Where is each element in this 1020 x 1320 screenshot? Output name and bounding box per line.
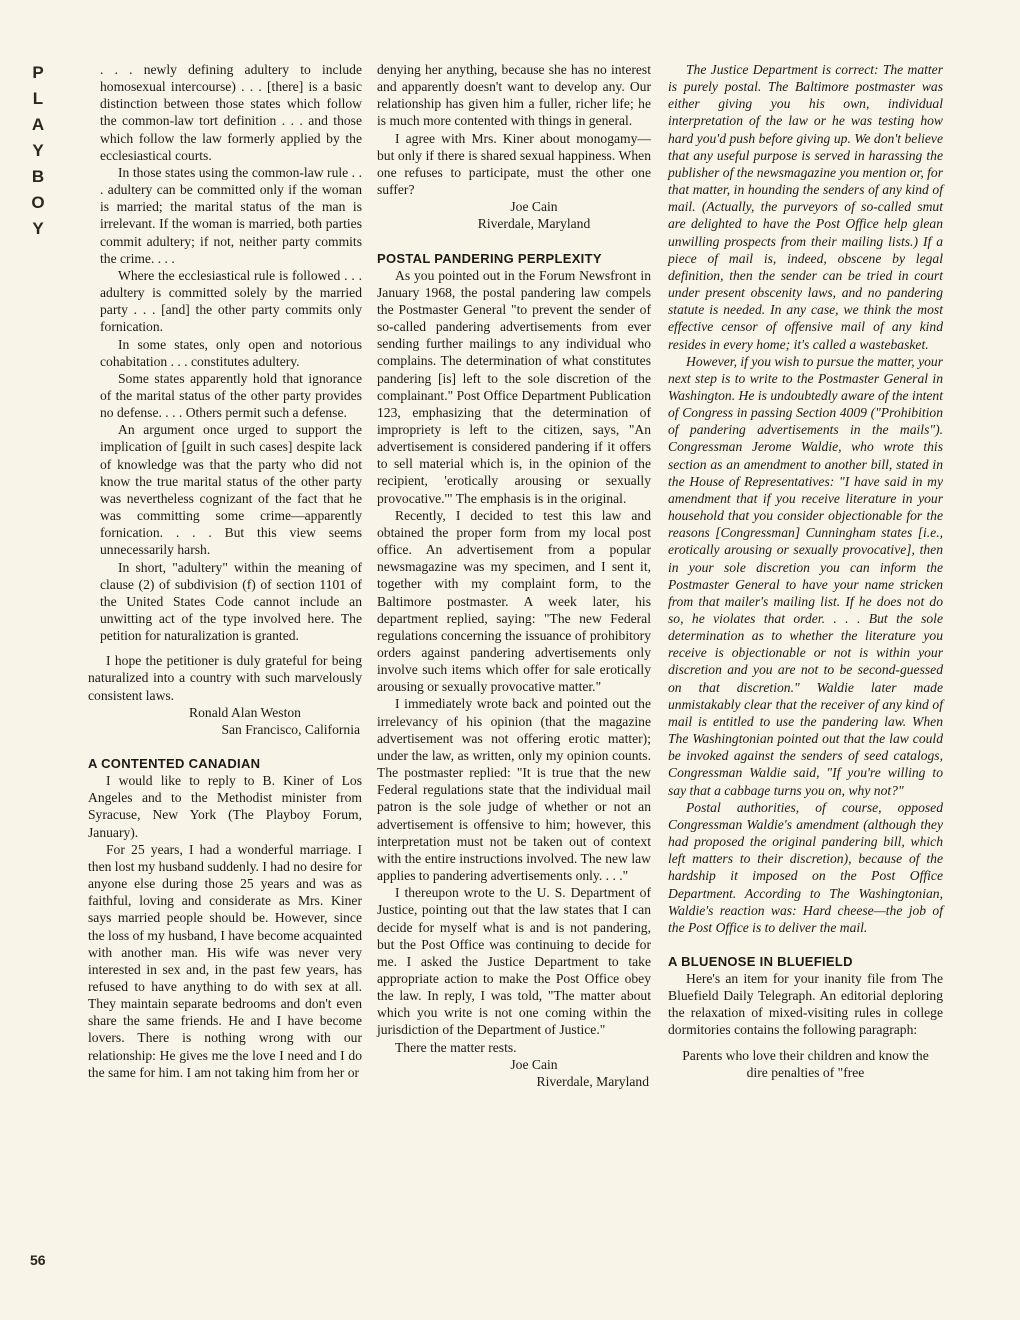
signature-place: Riverdale, Maryland [477, 216, 591, 232]
masthead-letter: L [32, 89, 44, 108]
paragraph: In short, "adultery" within the meaning of clause (2) of subdivision (f) of section 1101 of the United States Code cannot include an unwitting act of the type involved here. The petition for naturalization is granted. [100, 559, 362, 644]
paragraph: I agree with Mrs. Kiner about monogamy—but only if there is shared sexual happiness. When one refuses to participate, must the other one suffer? [377, 130, 651, 198]
column-1 [88, 61, 362, 1081]
editor-reply: However, if you wish to pursue the matter, your next step is to write to the Postmaster General in Washington. He is undoubtedly aware of the intent of Congress in passing Section 4009 ("Prohibition of pandering advertisements in the mails"). Congressman Jerome Waldie, who wrote this section as an amendment to another bill, stated in the House of Representatives: "I have said in my amendment that if you receive literature in your household that you consider objectionable for the reasons [Congressman] Cunningham states [i.e., erotically arousing or sexually provocative], then in your sole discretion you can inform the Postmaster General to have your name stricken from that mailer's mailing list. If he does not do so, he violates that order. . . . But the sole determination as to whether the literature you receive is objectionable or not is within your discretion and you are not to be second-guessed on that discretion." Waldie later made unmistakably clear that the receiver of any kind of mail is entitled to use the pandering law. When The Washingtonian pointed out that the law could be invoked against the senders of seed catalogs, Congressman Waldie said, "If you're willing to say that a cabbage turns you on, why not?" [668, 353, 943, 798]
masthead-letter: P [32, 63, 44, 82]
signature-place: Riverdale, Maryland [536, 1073, 649, 1089]
paragraph: I thereupon wrote to the U. S. Department of Justice, pointing out that the law states that I can decide for myself what is and is not pandering, but the Post Office was continuing to decide for me. I asked the Justice Department to take appropriate action to make the Post Office obey the law. In reply, I was told, "The matter about which you write is not one coming within the jurisdiction of the Department of Justice." [377, 885, 651, 1038]
section-heading: A CONTENTED CANADIAN [88, 756, 261, 772]
column-3 [668, 61, 943, 1081]
signature-name: Ronald Alan Weston [189, 704, 301, 720]
masthead-letter: O [31, 193, 45, 212]
paragraph: An argument once urged to support the implication of [guilt in such cases] despite lack of knowledge was that the party who did not know the true marital status of the other party was nevertheless cognizant of the fact that he was committing some crime—apparently fornication. . . . But this view seems unnecessarily harsh. [100, 422, 362, 558]
paragraph: In those states using the common-law rule . . . adultery can be committed only if the woman is married; the marital status of the man is irrelevant. If the woman is married, both parties commit adultery; if not, neither party commits the crime. . . . [100, 164, 362, 266]
column-2 [377, 61, 651, 1090]
paragraph: Here's an item for your inanity file from The Bluefield Daily Telegraph. An editorial deploring the relaxation of mixed-visiting rules in college dormitories contains the following paragraph: [668, 970, 943, 1038]
masthead-letter: Y [32, 219, 44, 238]
paragraph: In some states, only open and notorious cohabitation . . . constitutes adultery. [100, 336, 362, 369]
section-heading: POSTAL PANDERING PERPLEXITY [377, 250, 602, 266]
paragraph: There the matter rests. [395, 1039, 517, 1055]
paragraph: Recently, I decided to test this law and obtained the proper form from my local post office. An advertisement from a popular newsmagazine was my specimen, and I sent it, together with my complaint form, to the Baltimore postmaster. A week later, his department replied, saying: "The new Federal regulations concerning the issuance of prohibitory orders against pandering advertisements only involve such items which offer for sale erotically arousing or sexually provocative matter." [377, 507, 651, 695]
masthead-letter: Y [32, 141, 44, 160]
paragraph: Some states apparently hold that ignorance of the marital status of the other party provides no defense. . . . Others permit such a defense. [100, 370, 362, 421]
masthead-letter: A [31, 115, 45, 134]
paragraph: I would like to reply to B. Kiner of Los Angeles and to the Methodist minister from Syracuse, New York (The Playboy Forum, January). [88, 773, 362, 840]
paragraph: I immediately wrote back and pointed out the irrelevancy of his opinion (that the magazine advertisement was not offering erotic matter); under the law, as written, only my opinion counts. The postmaster replied: "It is true that the new Federal regulations state that the individual mail patron is the sole judge of whether or not an advertisement is offensive to him; however, this interpretation must not be taken out of context with the entire instructions involved. The new law applies to pandering advertisements only. . . ." [377, 696, 651, 884]
section-heading: A BLUENOSE IN BLUEFIELD [668, 953, 853, 969]
signature-place: San Francisco, California [221, 721, 360, 737]
editor-reply: Postal authorities, of course, opposed Congressman Waldie's amendment (although they had proposed the original pandering bill, which left matters to their discretion), because of the hardship it imposed on the Post Office Department. According to The Washingtonian, Waldie's reaction was: Hard cheese—the job of the Post Office is to deliver the mail. [668, 799, 943, 935]
quoted-paragraph: Parents who love their children and know the dire penalties of "free [682, 1047, 929, 1080]
paragraph: Where the ecclesiastical rule is followed . . . adultery is committed solely by the married party . . . [and] the other party commits only fornication. [100, 267, 362, 335]
signature-name: Joe Cain [510, 199, 558, 215]
editor-reply: The Justice Department is correct: The matter is purely postal. The Baltimore postmaster was either giving you his own, individual interpretation of the law or he was testing how hard you'd push before giving up. We don't believe that any useful purpose is served in harassing the publisher of the newsmagazine you mention or, for that matter, in hounding the senders of any kind of mail. (Actually, the purveyors of so-called smut are delighted to have the Post Office help glean unwilling prospects from their mailing lists.) If a piece of mail is, indeed, obscene by legal definition, then the sender can be tried in court under present obscenity laws, and no pandering statute is needed. In any case, we think the most effective censor of offensive mail of any kind resides in every home; it's called a wastebasket. [668, 62, 943, 352]
paragraph: For 25 years, I had a wonderful marriage. I then lost my husband suddenly. I had no desire for anyone else during those 25 years and was as faithful, loving and considerate as Mrs. Kiner says married people should be. However, since the loss of my husband, I have become acquainted with another man. His wife was never very interested in sex and, in the past few years, has refused to have anything to do with sex at all. They maintain separate bedrooms and don't even share the same friends. He and I have become lovers. There is nothing wrong with our relationship: He gives me the love I need and I do the same for him. I am not taking him from her or [88, 841, 362, 1080]
paragraph: denying her anything, because she has no interest and apparently doesn't want to develop any. Our relationship has given him a fuller, richer life; he is much more contented with things in general. [377, 62, 651, 129]
paragraph: I hope the petitioner is duly grateful for being naturalized into a country with such marvelously consistent laws. [88, 653, 362, 703]
playboy-masthead [18, 60, 58, 242]
paragraph: As you pointed out in the Forum Newsfront in January 1968, the postal pandering law compels the Postmaster General "to prevent the sender of so-called pandering advertisements from ever sending further mailings to any individual who complains. The determination of what constitutes pandering [is] left to the sole discretion of the complainant." Post Office Department Publication 123, emphasizing that the determination of impropriety is left to the citizen, says, "An advertisement is considered pandering if it offers to sell material which is, in the opinion of the recipient, 'erotically arousing or sexually provocative.'" The emphasis is in the original. [377, 267, 651, 506]
page-number: 56 [30, 1252, 46, 1268]
paragraph: . . . newly defining adultery to include homosexual intercourse) . . . [there] is a basic distinction between those states which follow the common-law tort definition . . . and those which follow the law formerly applied by the ecclesiastical courts. [100, 62, 362, 163]
masthead-letter: B [31, 167, 45, 186]
signature-name: Joe Cain [510, 1056, 558, 1072]
